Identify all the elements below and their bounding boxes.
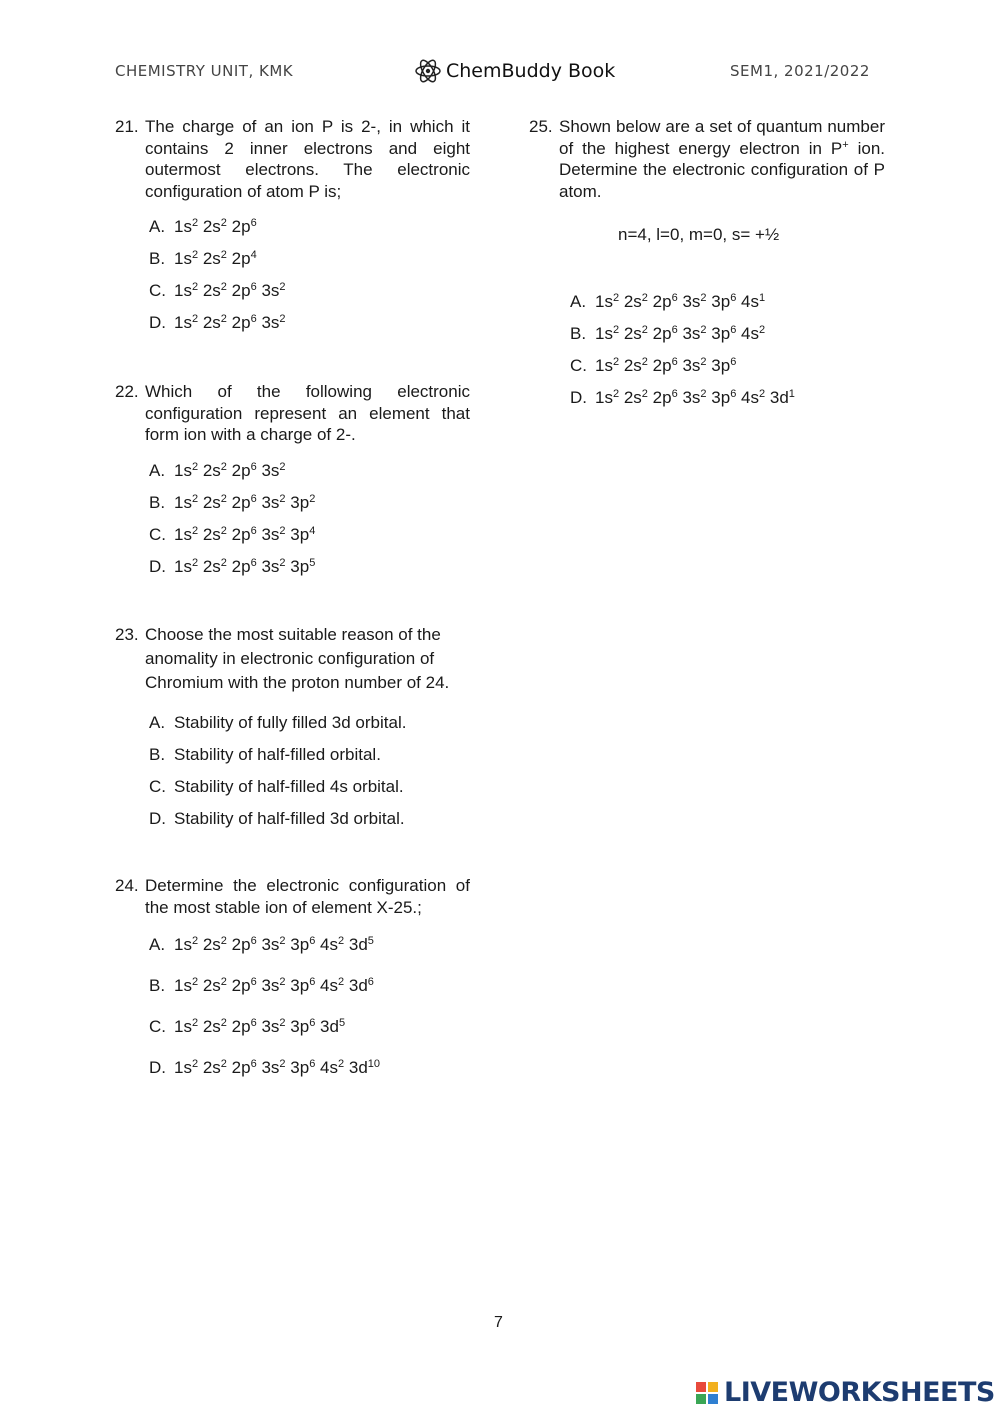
option-letter: C. — [149, 777, 166, 796]
question-stem: Which of the following electronic configuration represent an element that form ion with a charge of 2-. — [145, 382, 470, 444]
option-text: $1s^2$ $2s^2$ $2p^6$ $3s^2$ $3p^6$ $4s^2$ $3d^5$ — [174, 935, 374, 954]
watermark-text: LIVEWORKSHEETS — [724, 1377, 995, 1408]
option-text: $1s^2$ $2s^2$ $2p^4$ — [174, 249, 257, 268]
quantum-numbers: n=4, l=0, m=0, s= +½ — [618, 225, 780, 244]
option-text: Stability of fully filled 3d orbital. — [174, 713, 407, 732]
question-stem: Determine the electronic configuration of the most stable ion of element X-25.; — [145, 876, 470, 917]
q23-option-b[interactable] — [149, 745, 381, 765]
q25-option-a[interactable] — [570, 292, 765, 312]
option-letter: A. — [570, 292, 587, 311]
option-letter: C. — [149, 525, 166, 544]
q21-option-b[interactable] — [149, 249, 257, 269]
question-number: 21. — [115, 117, 139, 136]
question-number: 22. — [115, 382, 139, 401]
header-course: CHEMISTRY UNIT, KMK — [115, 62, 294, 80]
option-text: $1s^2$ $2s^2$ $2p^6$ $3s^2$ — [174, 281, 286, 300]
q24-option-c[interactable] — [149, 1017, 345, 1037]
q21-option-a[interactable] — [149, 217, 257, 237]
option-text: $1s^2$ $2s^2$ $2p^6$ $3s^2$ $3p^4$ — [174, 525, 316, 544]
question-stem: Shown below are a set of quantum number of the highest energy electron in P+ ion. Determine the electronic configuration of P atom. — [559, 117, 885, 201]
q21-option-c[interactable] — [149, 281, 286, 301]
q22-option-b[interactable] — [149, 493, 315, 513]
q23-option-c[interactable] — [149, 777, 404, 797]
option-letter: B. — [149, 249, 166, 268]
option-letter: D. — [149, 1058, 166, 1077]
option-text: $1s^2$ $2s^2$ $2p^6$ $3s^2$ $3p^2$ — [174, 493, 316, 512]
logo-square — [696, 1382, 706, 1392]
question-stem: Choose the most suitable reason of the anomality in electronic configuration of Chromium with the proton number of 24. — [145, 625, 450, 692]
option-letter: C. — [149, 1017, 166, 1036]
logo-square — [708, 1382, 718, 1392]
option-letter: C. — [149, 281, 166, 300]
logo-square — [708, 1394, 718, 1404]
question-number: 24. — [115, 876, 139, 895]
question-number: 23. — [115, 625, 139, 644]
option-letter: B. — [149, 976, 166, 995]
q25-option-b[interactable] — [570, 324, 765, 344]
option-letter: D. — [570, 388, 587, 407]
question-25 — [529, 116, 885, 202]
question-24 — [115, 875, 470, 918]
option-letter: B. — [149, 493, 166, 512]
liveworksheets-logo-icon — [696, 1382, 718, 1404]
q25-option-d[interactable] — [570, 388, 795, 408]
option-text: $1s^2$ $2s^2$ $2p^6$ $3s^2$ $3p^6$ $3d^5$ — [174, 1017, 346, 1036]
atom-icon — [414, 58, 442, 84]
book-title-text: ChemBuddy Book — [446, 60, 616, 82]
option-letter: D. — [149, 809, 166, 828]
header-book-title — [414, 58, 615, 84]
option-text: $1s^2$ $2s^2$ $2p^6$ $3s^2$ $3p^6$ $4s^1$ — [595, 292, 766, 311]
question-22 — [115, 381, 470, 446]
option-text: $1s^2$ $2s^2$ $2p^6$ $3s^2$ — [174, 461, 286, 480]
q21-option-d[interactable] — [149, 313, 286, 333]
option-text: $1s^2$ $2s^2$ $2p^6$ $3s^2$ $3p^6$ $4s^2$ — [595, 324, 766, 343]
option-text: $1s^2$ $2s^2$ $2p^6$ $3s^2$ $3p^6$ $4s^2$ $3d^{10}$ — [174, 1058, 381, 1077]
q23-option-a[interactable] — [149, 713, 406, 733]
question-stem: The charge of an ion P is 2-, in which it contains 2 inner electrons and eight outermost electrons. The electronic configuration of atom P is; — [145, 117, 470, 201]
option-letter: C. — [570, 356, 587, 375]
option-letter: B. — [570, 324, 587, 343]
option-letter: A. — [149, 935, 166, 954]
header-semester: SEM1, 2021/2022 — [730, 62, 870, 80]
option-text: $1s^2$ $2s^2$ $2p^6$ $3s^2$ $3p^6$ $4s^2$ $3d^1$ — [595, 388, 795, 407]
q22-option-c[interactable] — [149, 525, 315, 545]
q24-option-a[interactable] — [149, 935, 374, 955]
option-text: Stability of half-filled 3d orbital. — [174, 809, 405, 828]
option-text: $1s^2$ $2s^2$ $2p^6$ — [174, 217, 257, 236]
q22-option-a[interactable] — [149, 461, 286, 481]
option-letter: B. — [149, 745, 166, 764]
option-text: $1s^2$ $2s^2$ $2p^6$ $3s^2$ $3p^5$ — [174, 557, 316, 576]
option-text: $1s^2$ $2s^2$ $2p^6$ $3s^2$ $3p^6$ $4s^2$ $3d^6$ — [174, 976, 374, 995]
option-letter: A. — [149, 461, 166, 480]
option-letter: D. — [149, 313, 166, 332]
question-21 — [115, 116, 470, 202]
logo-square — [696, 1394, 706, 1404]
q23-option-d[interactable] — [149, 809, 405, 829]
q24-option-b[interactable] — [149, 976, 374, 996]
option-text: $1s^2$ $2s^2$ $2p^6$ $3s^2$ — [174, 313, 286, 332]
liveworksheets-watermark[interactable] — [696, 1377, 995, 1408]
q24-option-d[interactable] — [149, 1058, 380, 1078]
option-letter: A. — [149, 713, 166, 732]
option-text: $1s^2$ $2s^2$ $2p^6$ $3s^2$ $3p^6$ — [595, 356, 737, 375]
option-text: Stability of half-filled 4s orbital. — [174, 777, 404, 796]
question-23 — [115, 623, 477, 695]
question-number: 25. — [529, 117, 553, 136]
page-number: 7 — [494, 1314, 503, 1331]
q25-option-c[interactable] — [570, 356, 736, 376]
q22-option-d[interactable] — [149, 557, 315, 577]
option-text: Stability of half-filled orbital. — [174, 745, 381, 764]
option-letter: D. — [149, 557, 166, 576]
option-letter: A. — [149, 217, 166, 236]
